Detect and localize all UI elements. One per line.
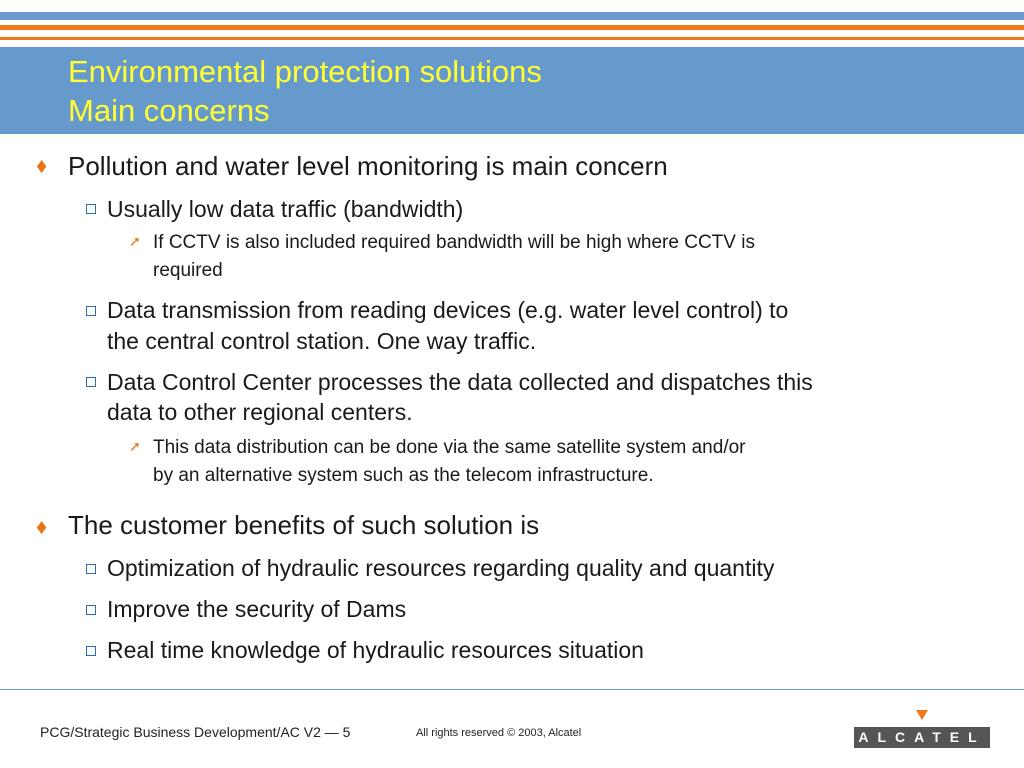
bullet-1-sub-3-line-1: Data Control Center processes the data collected and dispatches this [107, 369, 813, 395]
slide-title-line-1: Environmental protection solutions [68, 54, 542, 89]
square-bullet-icon [86, 564, 96, 574]
bullet-1-sub-2-line-1: Data transmission from reading devices (e.g. water level control) to [107, 297, 789, 323]
bullet-1-sub-3-line-2: data to other regional centers. [107, 399, 413, 425]
slide-title-line-2: Main concerns [68, 93, 270, 128]
alcatel-logo [854, 710, 990, 750]
bullet-1: Pollution and water level monitoring is main concern [68, 151, 668, 181]
bullet-1-sub-1-sub-1-line-1: If CCTV is also included required bandwidth will be high where CCTV is [153, 232, 755, 253]
bullet-2-sub-3: Real time knowledge of hydraulic resources situation [107, 637, 644, 663]
footer-divider [0, 689, 1024, 690]
diamond-bullet-icon: ♦ [36, 153, 48, 178]
top-white-gap [0, 30, 1024, 37]
bullet-1-sub-3-sub-1-line-1: This data distribution can be done via the same satellite system and/or [153, 437, 746, 458]
square-bullet-icon [86, 377, 96, 387]
alcatel-logo-text: ALCATEL [854, 727, 990, 748]
bullet-1-sub-3-sub-1-line-2: by an alternative system such as the telecom infrastructure. [153, 465, 654, 486]
bullet-1-sub-1: Usually low data traffic (bandwidth) [107, 196, 464, 222]
alcatel-triangle-icon [916, 710, 928, 720]
footer-slide-info: PCG/Strategic Business Development/AC V2 — 5 [40, 724, 351, 740]
square-bullet-icon [86, 646, 96, 656]
bullet-1-sub-2-line-2: the central control station. One way traffic. [107, 328, 537, 354]
diamond-bullet-icon: ♦ [36, 514, 48, 539]
top-orange-stripe-2 [0, 37, 1024, 40]
footer-copyright: All rights reserved © 2003, Alcatel [416, 727, 582, 739]
bullet-2-sub-1: Optimization of hydraulic resources regarding quality and quantity [107, 555, 775, 581]
square-bullet-icon [86, 605, 96, 615]
arrow-bullet-icon: ➚ [129, 438, 141, 454]
bullet-1-sub-1-sub-1-line-2: required [153, 260, 223, 281]
bullet-2: The customer benefits of such solution is [68, 510, 540, 540]
arrow-bullet-icon: ➚ [129, 233, 141, 249]
top-blue-stripe [0, 12, 1024, 20]
title-band [0, 47, 1024, 134]
bullet-2-sub-2: Improve the security of Dams [107, 596, 407, 622]
square-bullet-icon [86, 306, 96, 316]
square-bullet-icon [86, 204, 96, 214]
